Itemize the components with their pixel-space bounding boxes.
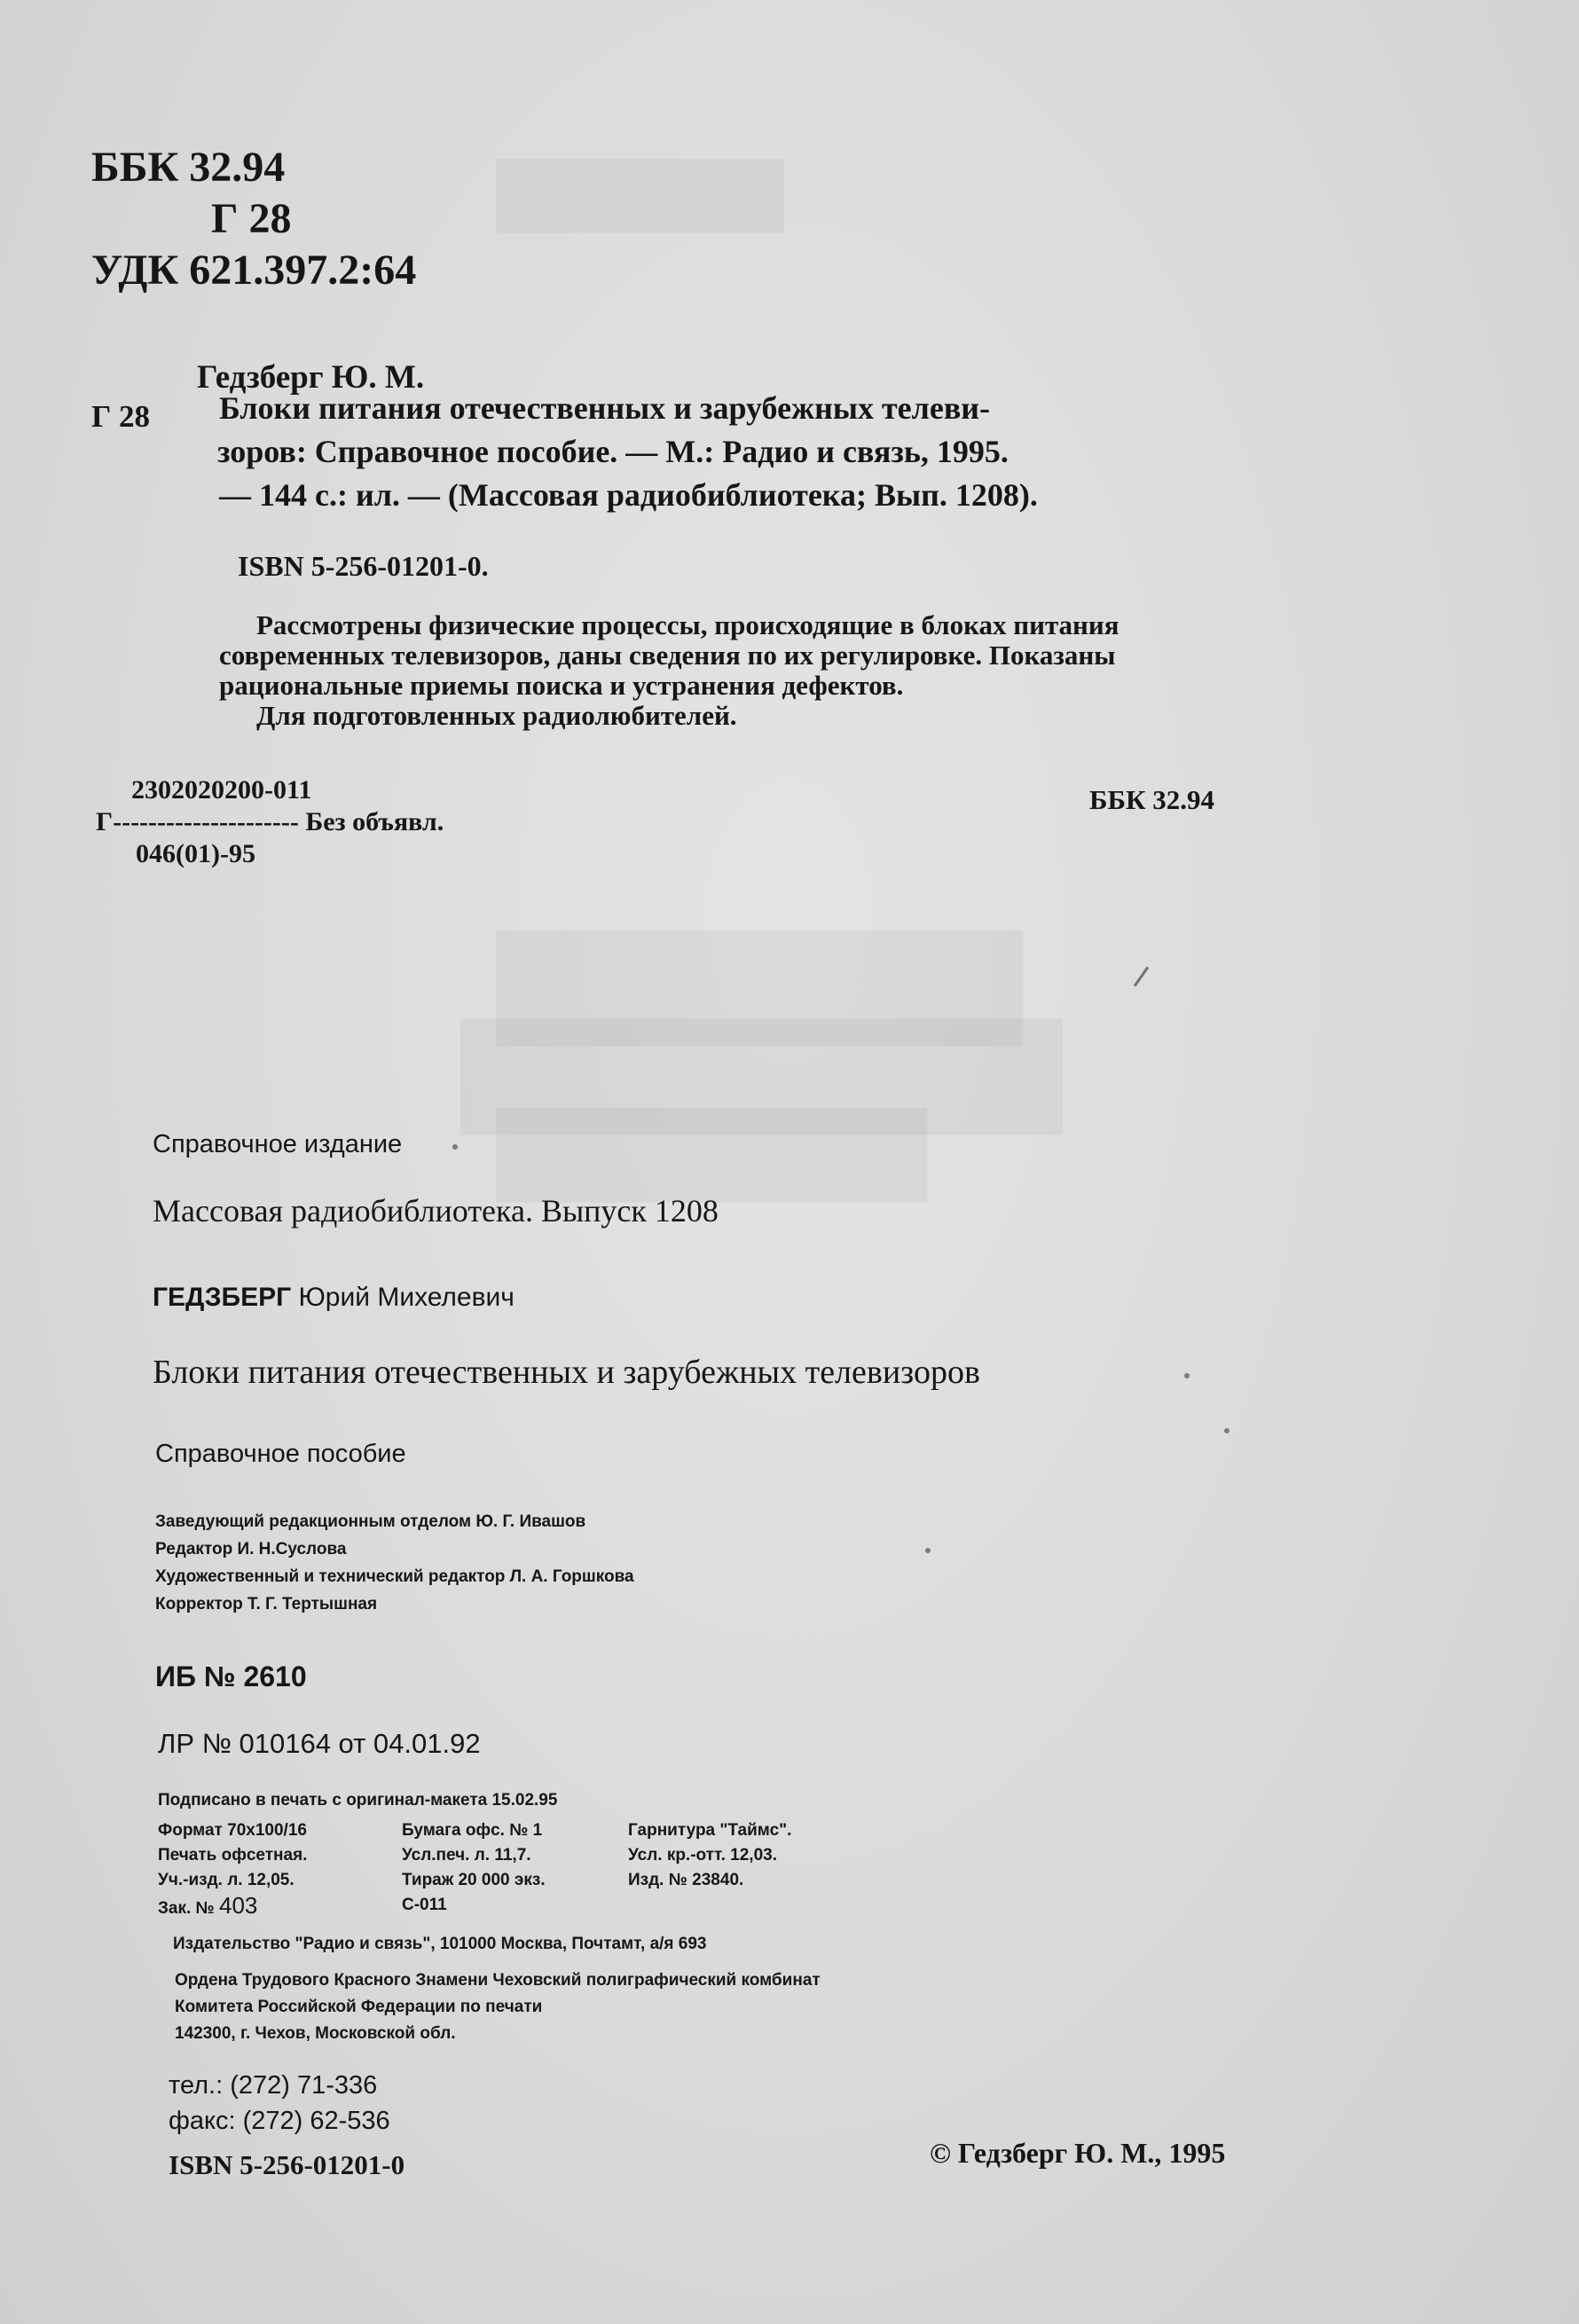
edition-type: Справочное издание <box>153 1130 403 1158</box>
order-number <box>158 1893 402 1921</box>
order-code: С-011 <box>402 1896 447 1914</box>
bbk-numerator: 2302020200-011 <box>131 775 312 805</box>
signed-for-print: Подписано в печать с оригинал-макета 15.02.95 <box>158 1791 558 1810</box>
bbk-middle: Г--------------------- Без объявл. <box>96 807 444 836</box>
bibliographic-description <box>219 387 1248 517</box>
bib-line: зоров: Справочное пособие. — М.: Радио и связь, 1995. <box>217 434 1009 469</box>
spec-cell: Гарнитура "Таймс". <box>628 1821 792 1840</box>
fax: факс: (272) 62-536 <box>169 2107 390 2135</box>
ib-number: ИБ № 2610 <box>155 1661 307 1692</box>
order-label: Зак. № <box>158 1899 215 1918</box>
editorial-staff <box>155 1508 634 1618</box>
series-title: Массовая радиобиблиотека. Выпуск 1208 <box>153 1193 719 1229</box>
staff-line: Редактор И. Н.Суслова <box>155 1540 347 1558</box>
abstract <box>219 610 1284 731</box>
contacts <box>169 2068 390 2139</box>
spec-cell: Усл.печ. л. 11,7. <box>402 1846 531 1865</box>
spec-cell: Бумага офс. № 1 <box>402 1821 543 1840</box>
show-through-shadow <box>497 160 783 232</box>
spec-row <box>158 1868 894 1893</box>
publisher: Издательство "Радио и связь", 101000 Москва, Почтамт, а/я 693 <box>173 1935 707 1953</box>
author-mark: Г 28 <box>211 195 292 242</box>
colophon-isbn: ISBN 5-256-01201-0 <box>169 2149 405 2180</box>
printer-line: Комитета Российской Федерации по печати <box>175 1998 543 2016</box>
author-given-name: Юрий Михелевич <box>298 1283 515 1312</box>
spec-cell: Усл. кр.-отт. 12,03. <box>628 1846 777 1865</box>
copyright: © Гедзберг Ю. М., 1995 <box>930 2137 1226 2169</box>
staff-line: Художественный и технический редактор Л. А. Горшкова <box>155 1567 634 1586</box>
classification-codes <box>91 142 416 296</box>
book-title: Блоки питания отечественных и зарубежных телевизоров <box>153 1354 980 1391</box>
abstract-line: Для подготовленных радиолюбителей. <box>256 700 737 731</box>
spec-row <box>158 1818 894 1843</box>
bbk-fraction <box>96 774 444 870</box>
printer-line: 142300, г. Чехов, Московской обл. <box>175 2024 456 2043</box>
show-through-shadow <box>497 1109 927 1202</box>
author-full-name <box>153 1283 515 1313</box>
abstract-line: рациональные приемы поиска и устранения дефектов. <box>219 670 904 701</box>
phone: тел.: (272) 71-336 <box>169 2071 378 2100</box>
order-value: 403 <box>219 1892 258 1919</box>
abstract-line: современных телевизоров, даны сведения по их регулировке. Показаны <box>219 640 1116 671</box>
print-speck <box>925 1548 931 1553</box>
author-surname: ГЕДЗБЕРГ <box>153 1283 292 1312</box>
abstract-line: Рассмотрены физические процессы, происходящие в блоках питания <box>256 609 1119 640</box>
spec-cell: Формат 70х100/16 <box>158 1821 307 1840</box>
print-speck <box>452 1144 458 1150</box>
book-type: Справочное пособие <box>155 1440 406 1468</box>
printer <box>175 1967 821 2047</box>
bib-line: — 144 с.: ил. — (Массовая радиобиблиотека; Вып. 1208). <box>219 477 1038 513</box>
spec-row <box>158 1893 894 1921</box>
print-speck <box>1224 1428 1229 1433</box>
entry-class-mark: Г 28 <box>91 399 151 434</box>
bbk-denominator: 046(01)-95 <box>136 839 255 868</box>
staff-line: Корректор Т. Г. Тертышная <box>155 1595 378 1613</box>
entry-isbn: ISBN 5-256-01201-0. <box>238 550 489 582</box>
spec-cell: Уч.-изд. л. 12,05. <box>158 1871 295 1889</box>
lr-number: ЛР № 010164 от 04.01.92 <box>158 1728 481 1759</box>
bbk-code: ББК 32.94 <box>91 144 286 191</box>
entry-author: Гедзберг Ю. М. <box>197 359 425 396</box>
print-specs <box>158 1818 894 1921</box>
spec-row <box>158 1843 894 1868</box>
spec-cell: Тираж 20 000 экз. <box>402 1871 546 1889</box>
print-speck <box>1184 1373 1190 1378</box>
udk-code: УДК 621.397.2:64 <box>91 247 417 294</box>
bbk-right: ББК 32.94 <box>1089 784 1214 815</box>
spec-cell: Печать офсетная. <box>158 1846 308 1865</box>
staff-line: Заведующий редакционным отделом Ю. Г. Ивашов <box>155 1512 586 1531</box>
bib-line: Блоки питания отечественных и зарубежных телеви- <box>219 390 991 426</box>
spec-cell: Изд. № 23840. <box>628 1871 744 1889</box>
print-mark <box>1134 966 1149 986</box>
printer-line: Ордена Трудового Красного Знамени Чеховский полиграфический комбинат <box>175 1971 821 1990</box>
